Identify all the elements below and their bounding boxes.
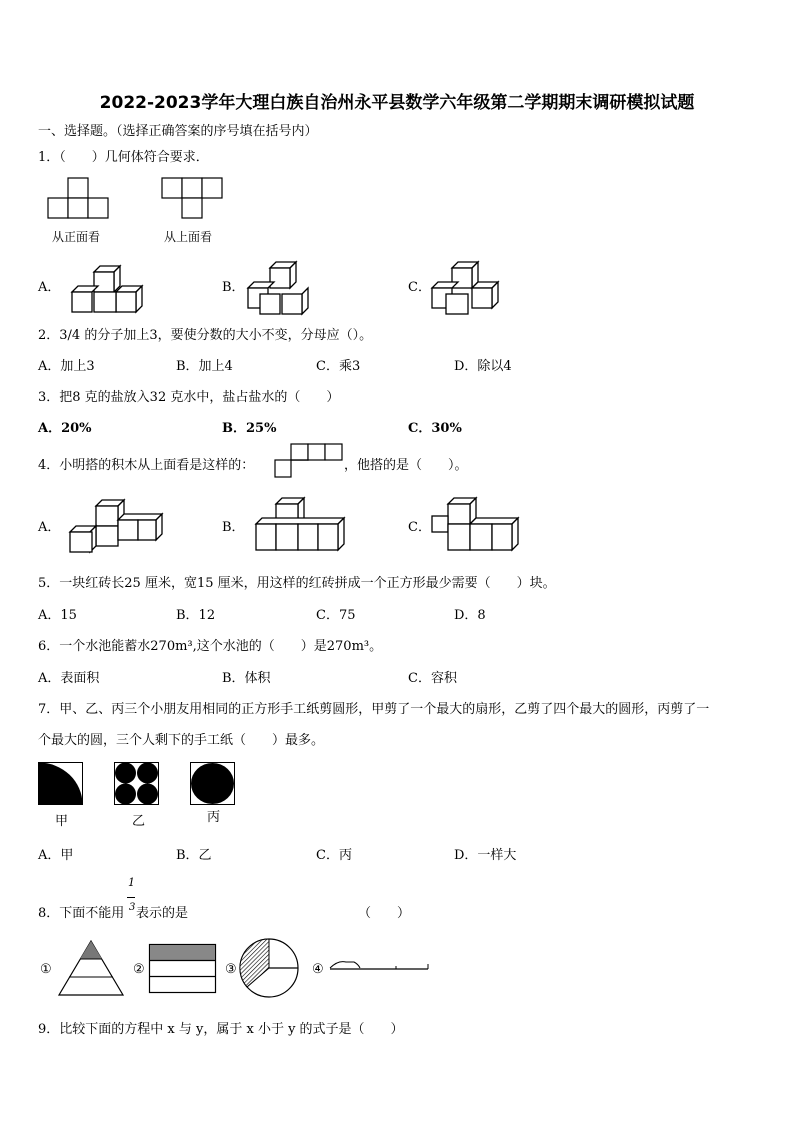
q8-figure4-line bbox=[328, 958, 430, 974]
q8-figure2-label: ② bbox=[133, 962, 145, 977]
q4-stem-part1: 4．小明搭的积木从上面看是这样的： bbox=[38, 458, 255, 473]
section-heading: 一、选择题。（选择正确答案的序号填在括号内） bbox=[38, 124, 318, 139]
q8-figure3-label: ③ bbox=[225, 962, 237, 977]
q2-option-c[interactable]: C．乘3 bbox=[316, 359, 361, 374]
q3-option-a[interactable]: A．20% bbox=[38, 421, 92, 436]
q4-option-b-figure bbox=[256, 496, 352, 552]
q8-figure4-label: ④ bbox=[312, 962, 324, 977]
q7-figure-jia bbox=[38, 762, 84, 806]
q1-top-view-label: 从上面看 bbox=[164, 230, 213, 244]
q8-figure1-triangle bbox=[58, 940, 124, 996]
q1-option-b-figure bbox=[248, 262, 314, 312]
q1-option-a[interactable]: A． bbox=[38, 280, 61, 295]
q6-option-b[interactable]: B．体积 bbox=[222, 671, 271, 686]
q1-front-view bbox=[48, 178, 108, 218]
q8-stem-part2: 表示的是 bbox=[136, 906, 189, 921]
q7-stem-line1: 7．甲、乙、丙三个小朋友用相同的正方形手工纸剪圆形，甲剪了一个最大的扇形，乙剪了四个最大的圆形，丙剪了一 bbox=[38, 702, 710, 717]
q9-stem: 9．比较下面的方程中 x 与 y，属于 x 小于 y 的式子是（ ） bbox=[38, 1022, 404, 1037]
page-title: 2022-2023学年大理白族自治州永平县数学六年级第二学期期末调研模拟试题 bbox=[99, 93, 695, 113]
q4-option-c[interactable]: C． bbox=[408, 520, 431, 535]
q2-stem: 2．3/4 的分子加上3，要使分数的大小不变，分母应（）。 bbox=[38, 328, 373, 343]
q7-figure-yi bbox=[114, 762, 160, 806]
q6-option-a[interactable]: A．表面积 bbox=[38, 671, 100, 686]
q1-stem: 1．（ ）几何体符合要求． bbox=[38, 150, 209, 165]
q7-label-yi: 乙 bbox=[132, 814, 146, 829]
q2-option-b[interactable]: B．加上4 bbox=[176, 359, 233, 374]
q8-figure1-label: ① bbox=[40, 962, 52, 977]
q6-option-c[interactable]: C．容积 bbox=[408, 671, 457, 686]
q4-top-view-figure bbox=[275, 444, 343, 478]
q3-stem: 3．把8 克的盐放入32 克水中，盐占盐水的（ ） bbox=[38, 390, 340, 405]
q5-option-d[interactable]: D．8 bbox=[454, 608, 486, 623]
q8-stem-part1: 8．下面不能用 bbox=[38, 906, 125, 921]
q8-fraction-bar bbox=[127, 897, 135, 898]
q5-option-b[interactable]: B．12 bbox=[176, 608, 216, 623]
q7-label-jia: 甲 bbox=[55, 814, 69, 829]
q1-front-view-label: 从正面看 bbox=[52, 230, 101, 244]
q8-fraction-denominator: 3 bbox=[129, 902, 136, 913]
q6-stem: 6．一个水池能蓄水270m³,这个水池的（ ）是270m³。 bbox=[38, 639, 383, 654]
q4-option-b[interactable]: B． bbox=[222, 520, 245, 535]
q2-option-a[interactable]: A．加上3 bbox=[38, 359, 95, 374]
q7-option-b[interactable]: B．乙 bbox=[176, 848, 212, 863]
q7-label-bing: 丙 bbox=[207, 810, 221, 825]
q5-option-a[interactable]: A．15 bbox=[38, 608, 77, 623]
q1-option-b[interactable]: B． bbox=[222, 280, 245, 295]
q8-figure3-circle bbox=[238, 938, 302, 1000]
q4-option-a-figure bbox=[70, 498, 170, 554]
q7-stem-line2: 个最大的圆，三个人剩下的手工纸（ ）最多。 bbox=[38, 733, 325, 748]
q7-figure-bing bbox=[190, 762, 236, 806]
q8-figure2-rectangle bbox=[149, 944, 217, 994]
q3-option-b[interactable]: B．25% bbox=[222, 421, 277, 436]
q7-option-c[interactable]: C．丙 bbox=[316, 848, 352, 863]
q3-option-c[interactable]: C．30% bbox=[408, 421, 462, 436]
q1-option-c-figure bbox=[432, 262, 502, 312]
q8-fraction-numerator: 1 bbox=[128, 876, 135, 889]
q7-option-a[interactable]: A．甲 bbox=[38, 848, 74, 863]
q5-option-c[interactable]: C．75 bbox=[316, 608, 356, 623]
q7-option-d[interactable]: D．一样大 bbox=[454, 848, 517, 863]
q8-answer-paren[interactable]: （ ） bbox=[358, 906, 411, 921]
q5-stem: 5．一块红砖长25 厘米，宽15 厘米，用这样的红砖拼成一个正方形最少需要（ ）块。 bbox=[38, 576, 556, 591]
q4-option-a[interactable]: A． bbox=[38, 520, 61, 535]
q1-option-c[interactable]: C． bbox=[408, 280, 431, 295]
q2-option-d[interactable]: D．除以4 bbox=[454, 359, 512, 374]
q1-top-view bbox=[162, 178, 222, 218]
q4-stem-part2: ，他搭的是（ ）。 bbox=[344, 458, 468, 473]
q4-option-c-figure bbox=[432, 496, 528, 552]
q1-option-a-figure bbox=[72, 262, 144, 312]
